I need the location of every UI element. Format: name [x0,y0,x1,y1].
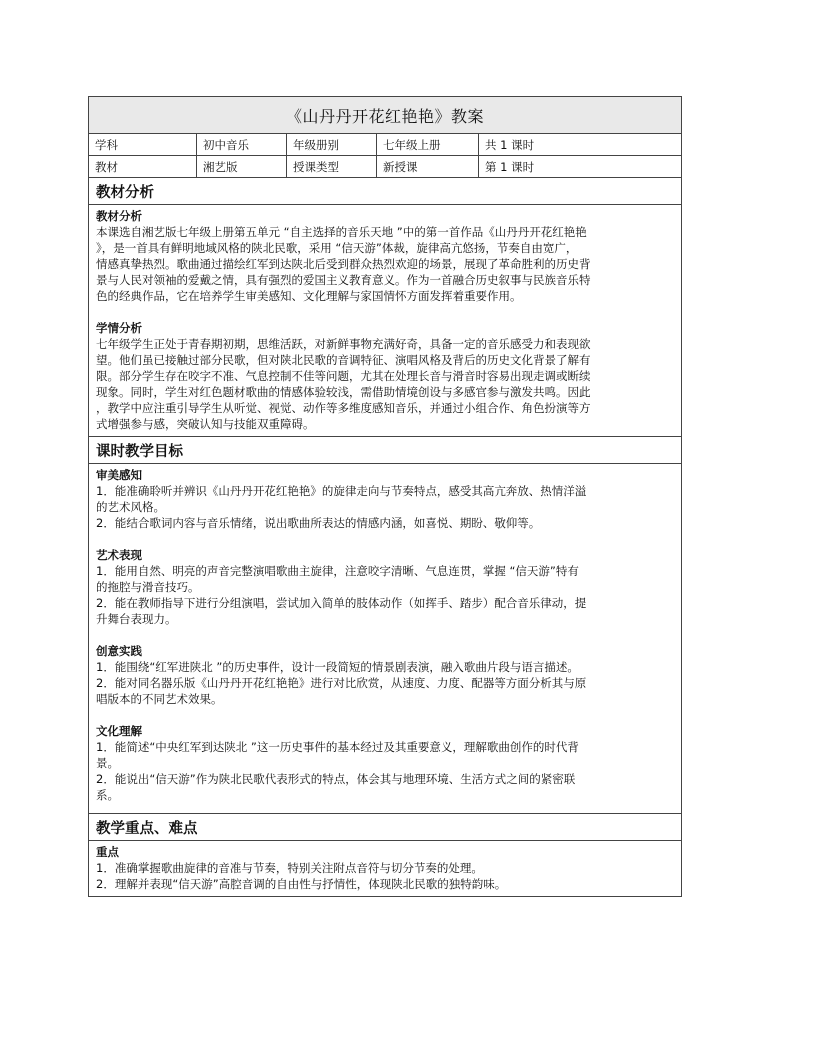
grade-label: 年级册别 [287,134,377,155]
textbook-analysis-line: 景与人民对领袖的爱戴之情，具有强烈的爱国主义教育意义。作为一首融合历史叙事与民族音乐特 [96,273,591,287]
objective-line: 唱版本的不同艺术效果。 [96,692,223,706]
keypoints-heading: 教学重点、难点 [89,814,681,841]
keypoint-line: 2．理解并表现“信天游”高腔音调的自由性与抒情性，体现陕北民歌的独特韵味。 [96,877,507,891]
lesson-type-label: 授课类型 [287,156,377,177]
keypoints-body [89,841,681,896]
learner-analysis-line: 式增强参与感，突破认知与技能双重障碍。 [96,417,315,431]
grade-value: 七年级上册 [377,134,479,155]
subject-label: 学科 [89,134,197,155]
textbook-analysis-line: 情感真挚热烈。歌曲通过描绘红军到达陕北后受到群众热烈欢迎的场景，展现了革命胜利的历史背 [96,257,591,271]
textbook-analysis-title: 教材分析 [96,209,142,223]
analysis-heading: 教材分析 [89,178,681,205]
textbook-value: 湘艺版 [197,156,287,177]
keypoint-line: 1．准确掌握歌曲旋律的音准与节奏，特别关注附点音符与切分节奏的处理。 [96,861,483,875]
lesson-plan-table [88,96,682,897]
objective-line: 的艺术风格。 [96,500,165,514]
objective-line: 2．能在教师指导下进行分组演唱，尝试加入简单的肢体动作（如挥手、踏步）配合音乐律动，提 [96,596,587,610]
learner-analysis-line: 七年级学生正处于青春期初期，思维活跃，对新鲜事物充满好奇，具备一定的音乐感受力和表现欲 [96,337,591,351]
textbook-label: 教材 [89,156,197,177]
objective-line: 景。 [96,756,119,770]
objective-line: 2．能说出“信天游”作为陕北民歌代表形式的特点，体会其与地理环境、生活方式之间的紧密联 [96,772,576,786]
keypoints-sub-title: 重点 [96,845,119,859]
textbook-analysis-line: 本课选自湘艺版七年级上册第五单元 “自主选择的音乐天地 ”中的第一首作品《山丹丹开花红艳艳 [96,225,587,239]
current-period: 第 1 课时 [485,159,535,174]
objective-line: 2．能对同名器乐版《山丹丹开花红艳艳》进行对比欣赏，从速度、力度、配器等方面分析其与原 [96,676,587,690]
objective-line: 1．能用自然、明亮的声音完整演唱歌曲主旋律，注意咬字清晰、气息连贯，掌握 “信天游”特有 [96,564,579,578]
learner-analysis-title: 学情分析 [96,321,142,335]
lesson-type-value: 新授课 [377,156,479,177]
aesthetic-perception-title: 审美感知 [96,468,142,482]
learner-analysis-line: ，教学中应注重引导学生从听觉、视觉、动作等多维度感知音乐，并通过小组合作、角色扮演等方 [96,401,591,415]
objective-line: 1．能围绕“红军进陕北 ”的历史事件，设计一段简短的情景剧表演，融入歌曲片段与语言描述。 [96,660,579,674]
objectives-heading: 课时教学目标 [89,437,681,464]
artistic-expression-title: 艺术表现 [96,548,142,562]
objective-line: 2．能结合歌词内容与音乐情绪，说出歌曲所表达的情感内涵，如喜悦、期盼、敬仰等。 [96,516,541,530]
creative-practice-title: 创意实践 [96,644,142,658]
learner-analysis-line: 现象。同时，学生对红色题材歌曲的情感体验较浅，需借助情境创设与多感官参与激发共鸣。因此 [96,385,591,399]
textbook-analysis-line: 》，是一首具有鲜明地域风格的陕北民歌，采用 “信天游”体裁，旋律高亢悠扬，节奏自由宽广， [96,241,578,255]
objective-line: 1．能简述“中央红军到达陕北 ”这一历史事件的基本经过及其重要意义，理解歌曲创作的时代背 [96,740,579,754]
cultural-understanding-title: 文化理解 [96,724,142,738]
objectives-body [89,464,681,814]
subject-value: 初中音乐 [197,134,287,155]
analysis-body [89,205,681,437]
objective-line: 的拖腔与滑音技巧。 [96,580,200,594]
document-title: 《山丹丹开花红艳艳》教案 [89,97,681,134]
textbook-analysis-line: 色的经典作品，它在培养学生审美感知、文化理解与家国情怀方面发挥着重要作用。 [96,289,522,303]
learner-analysis-line: 望。他们虽已接触过部分民歌，但对陕北民歌的音调特征、演唱风格及背后的历史文化背景了解有 [96,353,591,367]
objective-line: 系。 [96,788,119,802]
objective-line: 1．能准确聆听并辨识《山丹丹开花红艳艳》的旋律走向与节奏特点，感受其高亢奔放、热情洋溢 [96,484,587,498]
learner-analysis-line: 限。部分学生存在咬字不准、气息控制不佳等问题，尤其在处理长音与滑音时容易出现走调或断续 [96,369,591,383]
total-periods: 共 1 课时 [485,137,535,152]
info-row-1 [89,134,681,156]
info-row-2 [89,156,681,178]
objective-line: 升舞台表现力。 [96,612,177,626]
